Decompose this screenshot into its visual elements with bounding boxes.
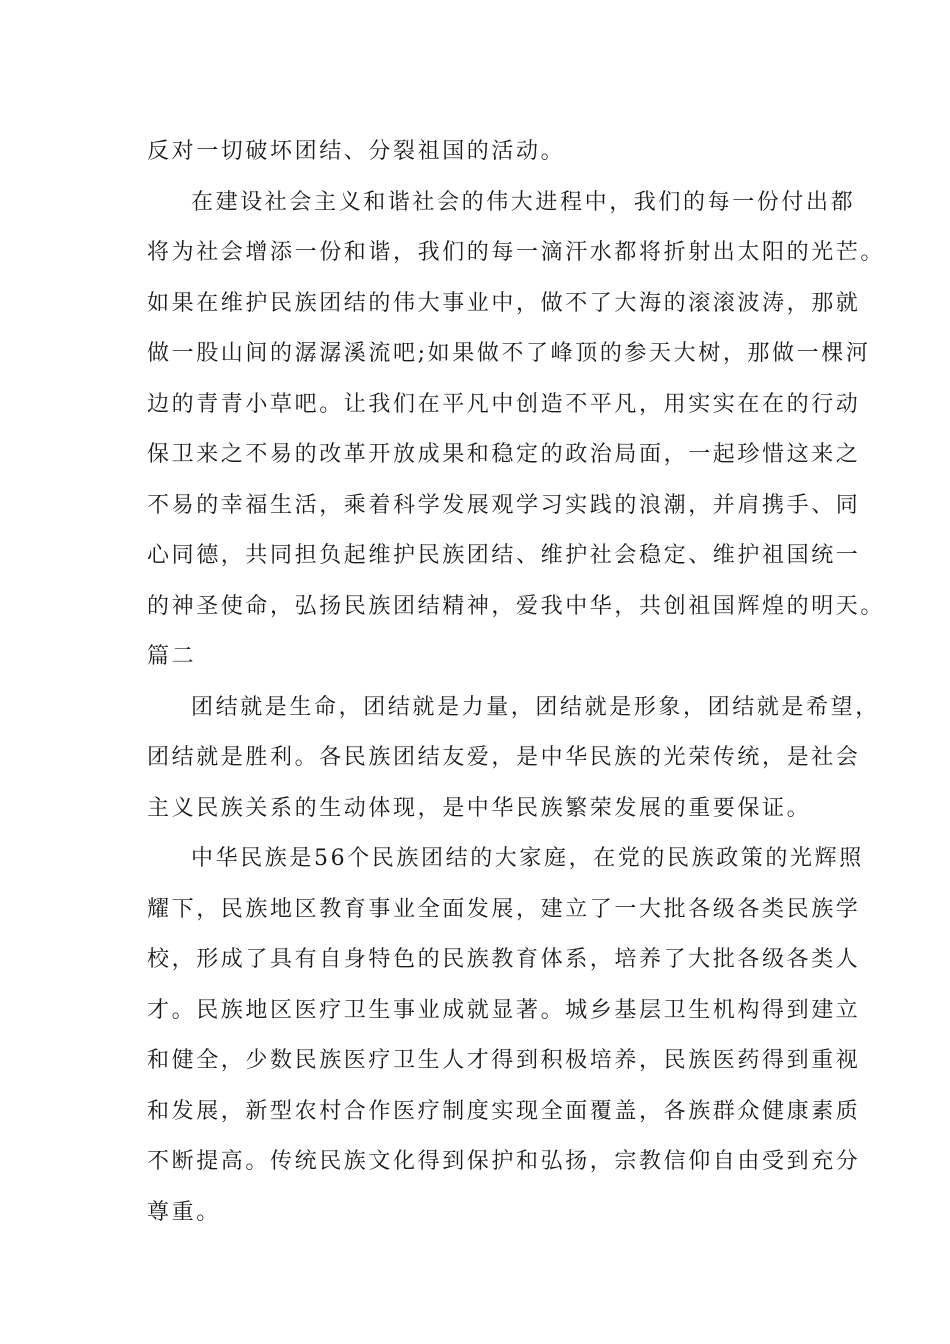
text-line-14: 主义民族关系的生动体现，是中华民族繁荣发展的重要保证。 (147, 795, 812, 821)
text-line-21: 不断提高。传统民族文化得到保护和弘扬，宗教信仰自由受到充分 (147, 1149, 861, 1174)
text-line-18: 才。民族地区医疗卫生事业成就显著。城乡基层卫生机构得到建立 (147, 997, 861, 1023)
section-heading: 篇二 (147, 644, 197, 669)
text-line-17: 校，形成了具有自身特色的民族教育体系，培养了大批各级各类人 (147, 947, 861, 972)
text-line-22: 尊重。 (147, 1199, 221, 1225)
text-line-1: 反对一切破坏团结、分裂祖国的活动。 (147, 139, 566, 164)
text-line-8: 不易的幸福生活，乘着科学发展观学习实践的浪潮，并肩携手、同 (147, 492, 861, 518)
text-line-15: 中华民族是56个民族团结的大家庭，在党的民族政策的光辉照 (191, 846, 864, 871)
text-line-12: 团结就是生命，团结就是力量，团结就是形象，团结就是希望， (191, 694, 880, 720)
text-line-2: 在建设社会主义和谐社会的伟大进程中，我们的每一份付出都 (191, 189, 856, 215)
text-line-6: 边的青青小草吧。让我们在平凡中创造不平凡，用实实在在的行动 (147, 391, 861, 417)
text-line-9: 心同德，共同担负起维护民族团结、维护社会稳定、维护祖国统一 (147, 543, 861, 568)
text-line-7: 保卫来之不易的改革开放成果和稳定的政治局面，一起珍惜这来之 (147, 442, 861, 467)
text-line-20: 和发展，新型农村合作医疗制度实现全面覆盖，各族群众健康素质 (147, 1098, 861, 1124)
text-line-4: 如果在维护民族团结的伟大事业中，做不了大海的滚滚波涛，那就 (147, 290, 861, 316)
text-line-5: 做一股山间的潺潺溪流吧;如果做不了峰顶的参天大树，那做一棵河 (147, 341, 871, 366)
text-line-10: 的神圣使命，弘扬民族团结精神，爱我中华，共创祖国辉煌的明天。 (147, 593, 886, 619)
text-line-19: 和健全，少数民族医疗卫生人才得到积极培养，民族医药得到重视 (147, 1048, 861, 1073)
text-line-3: 将为社会增添一份和谐，我们的每一滴汗水都将折射出太阳的光芒。 (147, 240, 886, 265)
text-line-13: 团结就是胜利。各民族团结友爱，是中华民族的光荣传统，是社会 (147, 745, 861, 770)
document-body (147, 127, 886, 1238)
text-line-16: 耀下，民族地区教育事业全面发展，建立了一大批各级各类民族学 (147, 896, 861, 922)
